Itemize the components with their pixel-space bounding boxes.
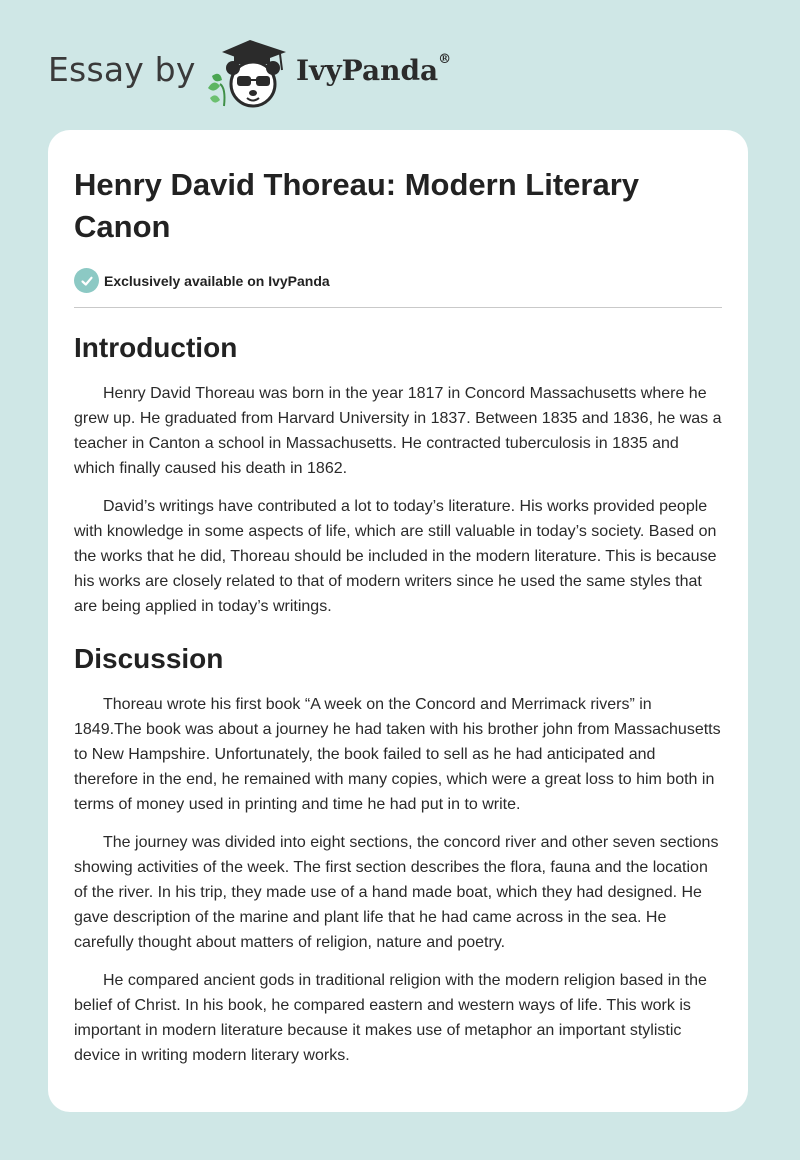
paragraph: Henry David Thoreau was born in the year 1817 in Concord Massachusetts where he grew up. He graduated from Harvard University in 1837. Between 1835 and 1836, he was a teacher in Canton a school in Massachusetts. He contracted tuberculosis in 1835 and which finally caused his death in 1862. [74,385,722,477]
paragraph: The journey was divided into eight sections, the concord river and other seven sections showing activities of the week. The first section describes the flora, fauna and the location of the river. In his trip, they made use of a hand made boat, which they had designed. He gave description of the marine and plant life that he had came across in the sea. He carefully thought about matters of religion, nature and poetry. [74,834,719,951]
paragraph: Thoreau wrote his first book “A week on the Concord and Merrimack rivers” in 1849.The book was about a journey he had taken with his brother john from Massachusetts to New Hampshire. Unfortunately, the book failed to sell as he had anticipated and therefore in the end, he remained with many copies, which were a great loss to him both in terms of money used in printing and time he had put in to write. [74,696,721,813]
exclusive-label: Exclusively available on IvyPanda [104,272,330,289]
section-heading-introduction: Introduction [74,332,238,363]
essay-by-label: Essay by [48,50,196,89]
divider [74,307,722,308]
exclusive-badge [74,268,722,293]
paragraph: He compared ancient gods in traditional religion with the modern religion based in the belief of Christ. In his book, he compared eastern and western ways of life. This work is important in modern literature because it makes use of metaphor an important stylistic device in writing modern literary works. [74,972,707,1064]
section-heading-discussion: Discussion [74,643,224,674]
essay-title: Henry David Thoreau: Modern Literary Canon [74,167,640,244]
essay-card [48,130,748,1112]
check-circle-icon [74,268,99,293]
brand-name: IvyPanda® [296,52,452,87]
site-header [0,0,800,130]
panda-logo-icon [200,36,292,110]
paragraph: David’s writings have contributed a lot to today’s literature. His works provided people with knowledge in some aspects of life, which are still valuable in today’s society. Based on the works that he did, Thoreau should be included in the modern literature. This is because his works are closely related to that of modern writers since he used the same styles that are being applied in today’s writings. [74,498,717,615]
